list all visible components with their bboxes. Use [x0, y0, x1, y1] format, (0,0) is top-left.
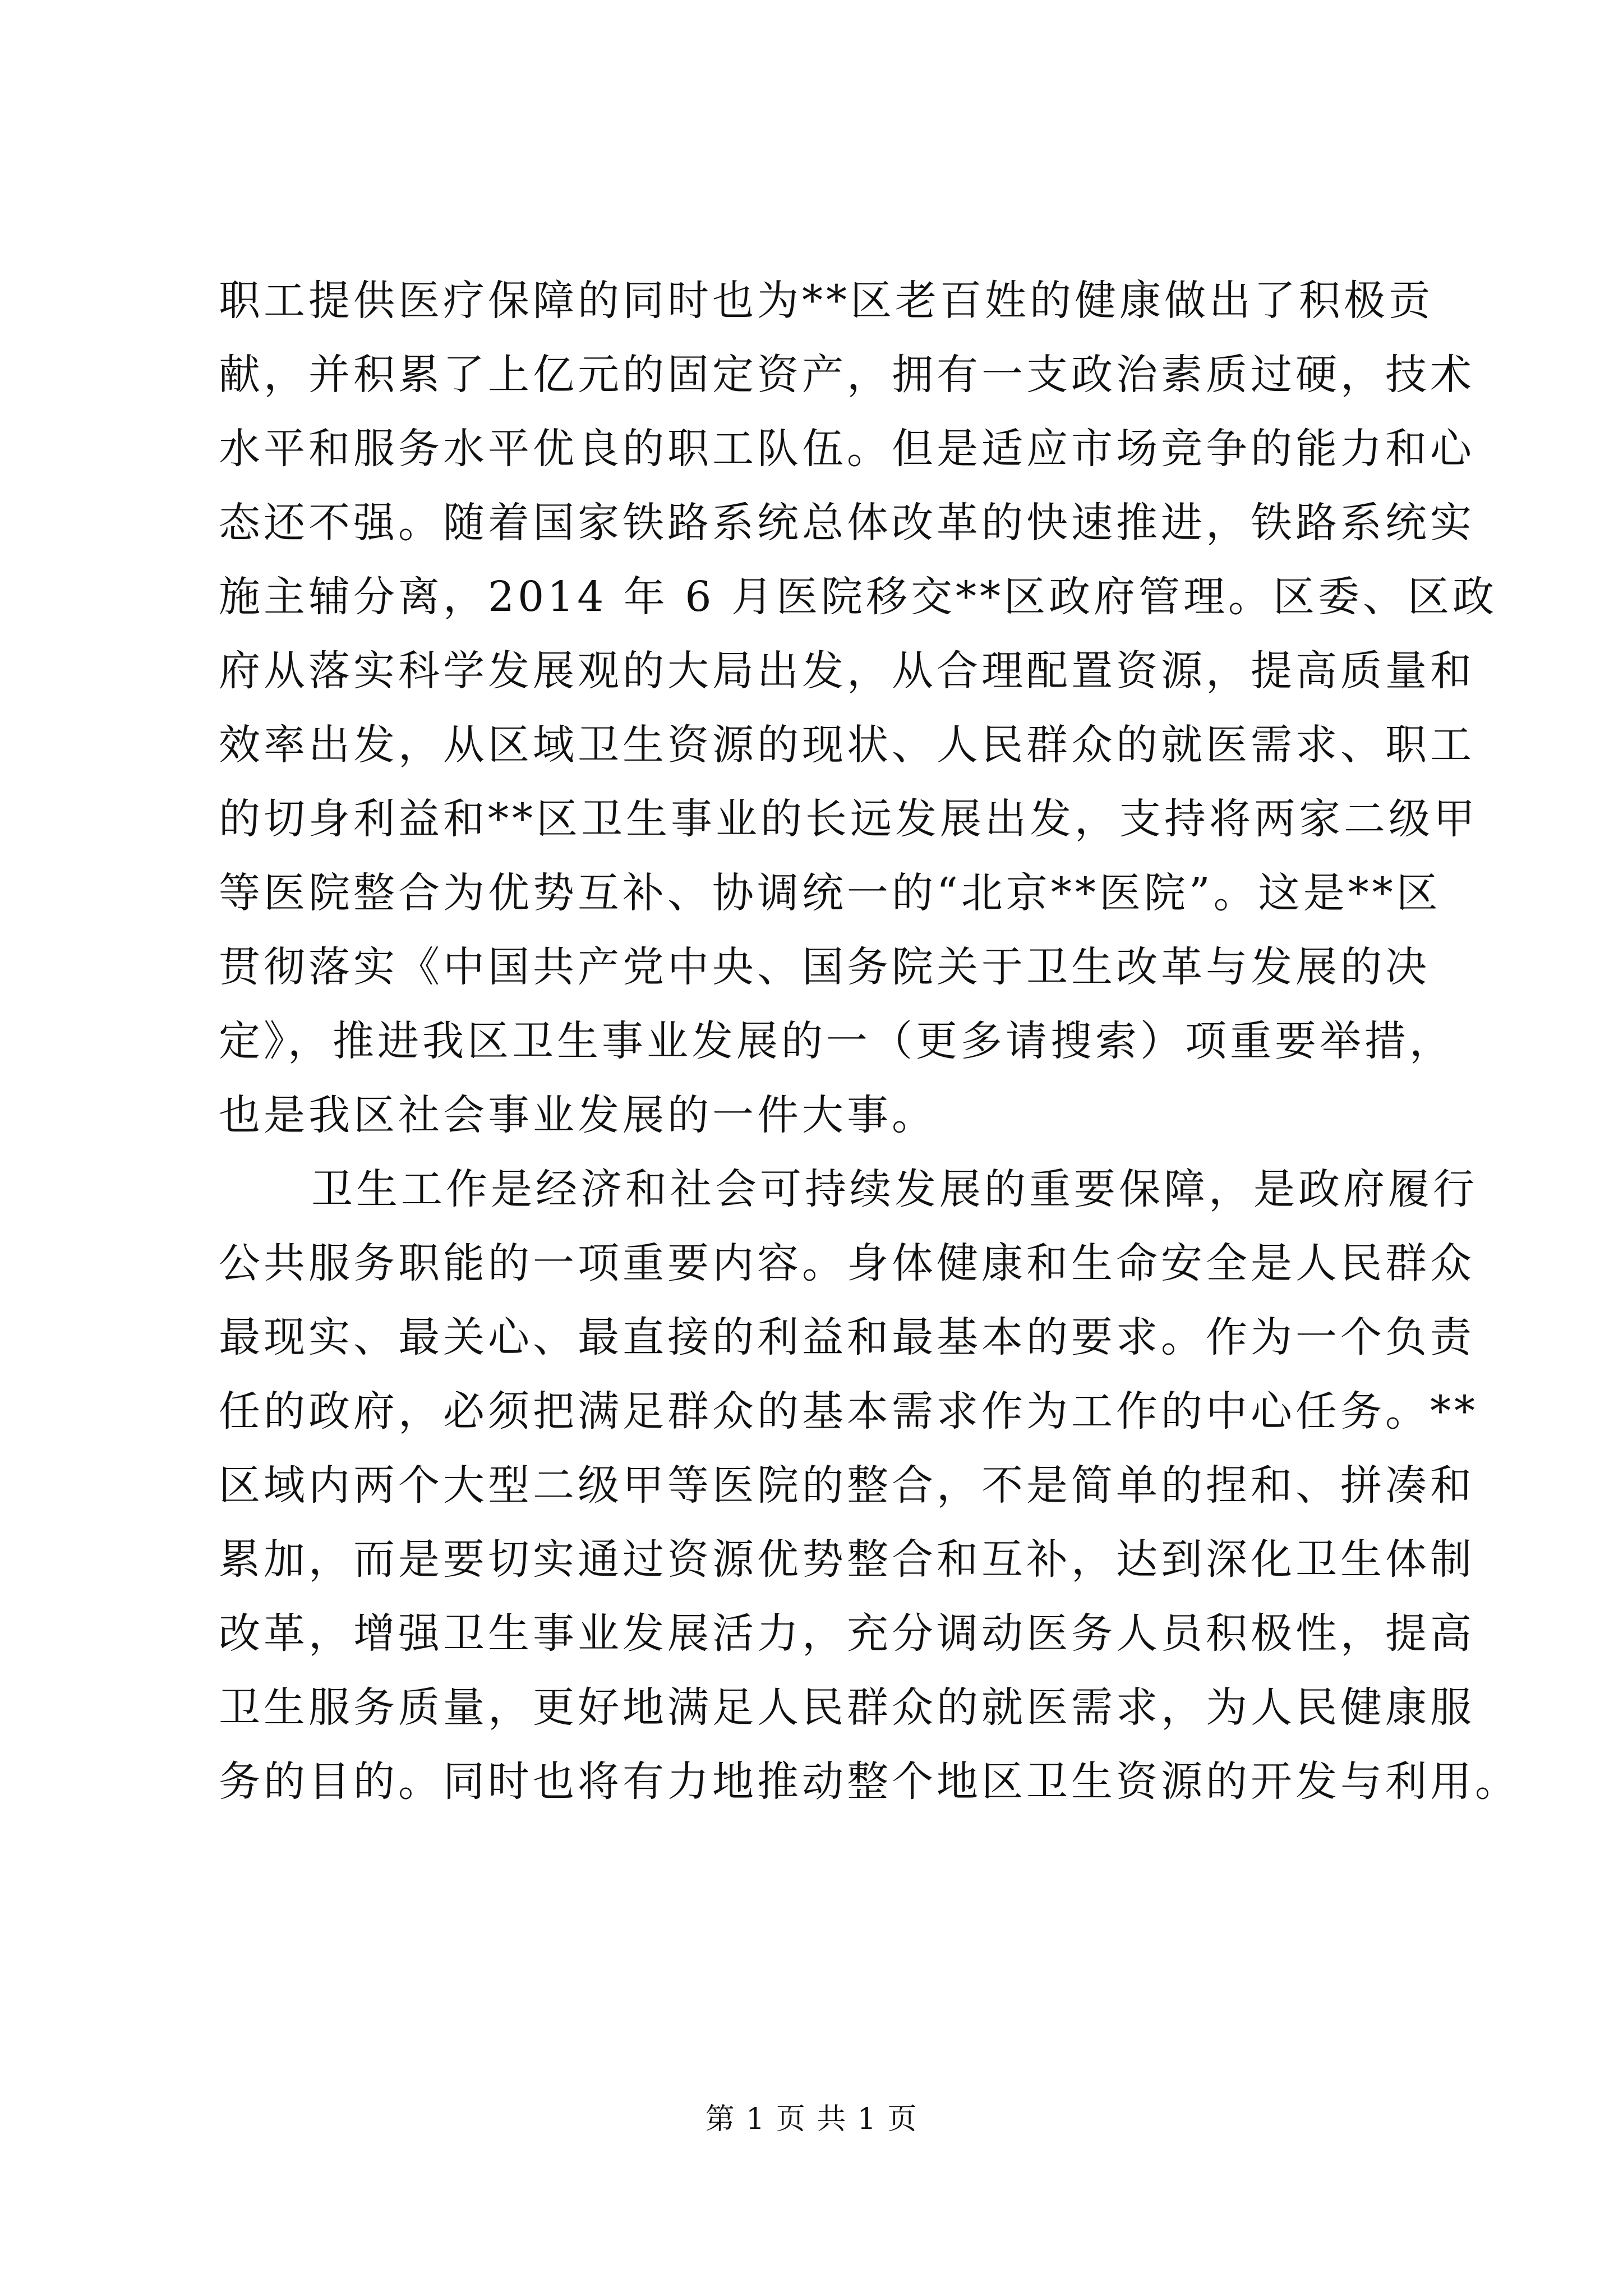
paragraph-1	[219, 264, 1497, 1152]
text-line: 水平和服务水平优良的职工队伍。但是适应市场竞争的能力和心	[219, 425, 1475, 473]
text-line: 卫生服务质量，更好地满足人民群众的就医需求，为人民健康服	[219, 1683, 1475, 1732]
text-line: 献，并积累了上亿元的固定资产，拥有一支政治素质过硬，技术	[219, 351, 1475, 399]
text-line: 改革，增强卫生事业发展活力，充分调动医务人员积极性，提高	[219, 1609, 1475, 1658]
paragraph-2	[219, 1152, 1520, 1819]
text-line: 累加，而是要切实通过资源优势整合和互补，达到深化卫生体制	[219, 1535, 1475, 1584]
document-body	[219, 264, 1520, 1819]
text-line: 区域内两个大型二级甲等医院的整合，不是简单的捏和、拼凑和	[219, 1461, 1475, 1510]
page-number-label: 第 1 页 共 1 页	[705, 2102, 918, 2136]
text-line: 也是我区社会事业发展的一件大事。	[219, 1091, 937, 1139]
text-line: 施主辅分离，2014 年 6 月医院移交**区政府管理。区委、区政	[219, 573, 1497, 621]
text-line: 务的目的。同时也将有力地推动整个地区卫生资源的开发与利用。	[219, 1757, 1520, 1806]
text-line: 等医院整合为优势互补、协调统一的“北京**医院”。这是**区	[219, 869, 1441, 917]
page-footer	[0, 2095, 1623, 2137]
text-line: 态还不强。随着国家铁路系统总体改革的快速推进，铁路系统实	[219, 499, 1475, 547]
text-line: 职工提供医疗保障的同时也为**区老百姓的健康做出了积极贡	[219, 277, 1433, 325]
text-line: 定》，推进我区卫生事业发展的一（更多请搜索）项重要举措，	[219, 1017, 1454, 1065]
text-line: 公共服务职能的一项重要内容。身体健康和生命安全是人民群众	[219, 1239, 1475, 1287]
text-line: 的切身利益和**区卫生事业的长远发展出发，支持将两家二级甲	[219, 795, 1478, 843]
text-line: 效率出发，从区域卫生资源的现状、人民群众的就医需求、职工	[219, 721, 1475, 769]
text-line: 贯彻落实《中国共产党中央、国务院关于卫生改革与发展的决	[219, 943, 1430, 991]
text-line: 最现实、最关心、最直接的利益和最基本的要求。作为一个负责	[219, 1313, 1475, 1361]
text-line: 任的政府，必须把满足群众的基本需求作为工作的中心任务。**	[219, 1387, 1478, 1435]
text-line: 卫生工作是经济和社会可持续发展的重要保障，是政府履行	[311, 1165, 1478, 1213]
text-line: 府从落实科学发展观的大局出发，从合理配置资源，提高质量和	[219, 647, 1475, 695]
